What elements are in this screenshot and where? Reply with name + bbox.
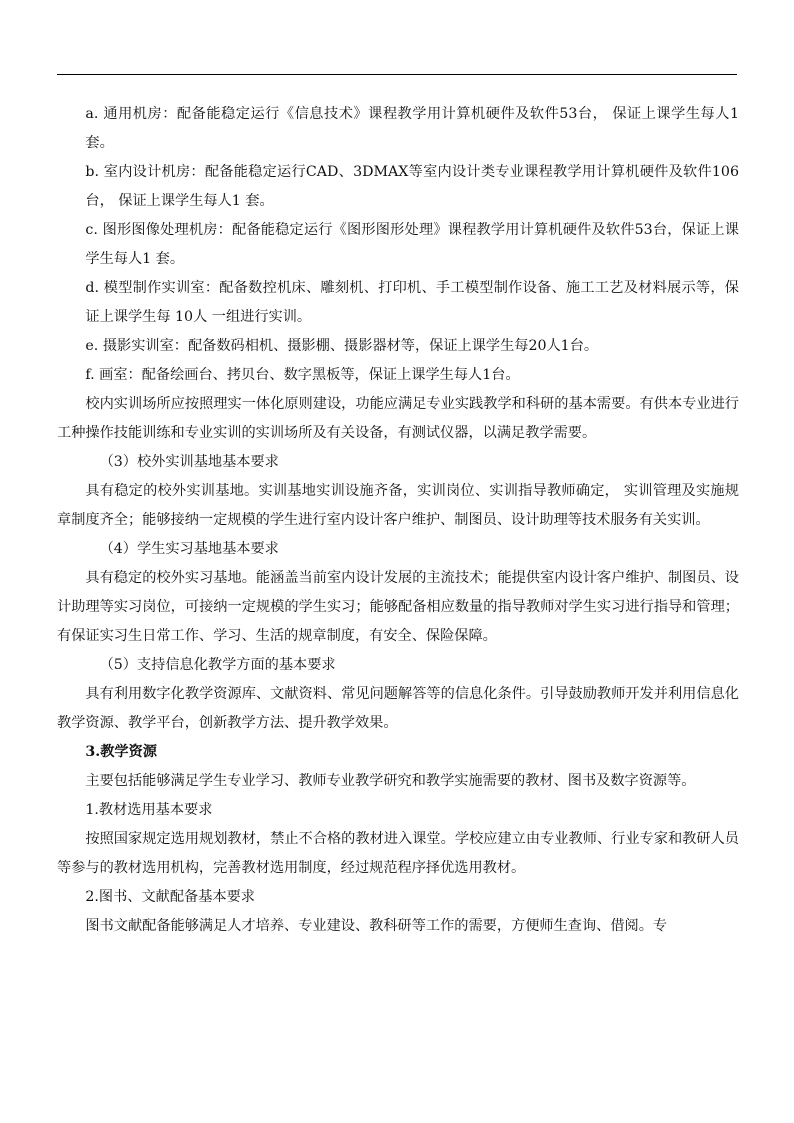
- facility-text: 室内设计机房：配备能稳定运行CAD、3DMAX等室内设计类专业课程教学用计算机硬件及软件106台， 保证上课学生每人1 套。: [85, 164, 739, 209]
- section-5-title: （5）支持信息化教学方面的基本要求: [99, 657, 336, 673]
- facility-label: a.: [85, 106, 99, 122]
- facility-text: 画室：配备绘画台、拷贝台、数字黑板等，保证上课学生每人1台。: [99, 367, 520, 383]
- facility-text: 摄影实训室：配备数码相机、摄影棚、摄影器材等，保证上课学生每20人1台。: [102, 338, 599, 354]
- facility-text: 模型制作实训室：配备数控机床、雕刻机、打印机、手工模型制作设备、施工工艺及材料展示等，保证上课学生每 10人 一组进行实训。: [85, 280, 739, 325]
- section-3-title: （3）校外实训基地基本要求: [99, 454, 279, 470]
- onsite-training-paragraph: 校内实训场所应按照理实一体化原则建设，功能应满足专业实践教学和科研的基本需要。有供本专业进行工种操作技能训练和专业实训的实训场所及有关设备，有测试仪器，以满足教学需要。: [57, 396, 739, 441]
- teaching-resources-intro: 主要包括能够满足学生专业学习、教师专业教学研究和教学实施需要的教材、图书及数字资源等。: [85, 773, 696, 789]
- facility-label: d.: [85, 280, 99, 296]
- page-content: [57, 100, 739, 941]
- facility-text: 通用机房：配备能稳定运行《信息技术》课程教学用计算机硬件及软件53台， 保证上课学生每人1 套。: [85, 106, 739, 151]
- facility-item-a: [57, 100, 739, 158]
- facility-item-d: [57, 274, 739, 332]
- facility-item-e: [57, 332, 739, 361]
- section-4-body: 具有稳定的校外实习基地。能涵盖当前室内设计发展的主流技术；能提供室内设计客户维护、制图员、设计助理等实习岗位，可接纳一定规模的学生实习；能够配备相应数量的指导教师对学生实习进行指导和管理；有保证实习生日常工作、学习、生活的规章制度，有安全、保险保障。: [57, 570, 739, 644]
- library-requirements-body: 图书文献配备能够满足人才培养、专业建设、教科研等工作的需要，方便师生查询、借阅。专: [85, 918, 668, 934]
- facility-label: b.: [85, 164, 99, 180]
- textbook-requirements-body: 按照国家规定选用规划教材，禁止不合格的教材进入课堂。学校应建立由专业教师、行业专家和教研人员等参与的教材选用机构，完善教材选用制度，经过规范程序择优选用教材。: [57, 831, 739, 876]
- facility-label: f.: [85, 367, 95, 383]
- header-rule: [57, 74, 737, 75]
- facility-item-c: [57, 216, 739, 274]
- section-5-body: 具有利用数字化教学资源库、文献资料、常见问题解答等的信息化条件。引导鼓励教师开发并利用信息化教学资源、教学平台，创新教学方法、提升教学效果。: [57, 686, 739, 731]
- textbook-requirements-title: 1.教材选用基本要求: [85, 802, 213, 818]
- teaching-resources-title: 3.教学资源: [85, 744, 157, 760]
- library-requirements-title: 2.图书、文献配备基本要求: [85, 889, 255, 905]
- facility-item-b: [57, 158, 739, 216]
- facility-item-f: [57, 361, 739, 390]
- facility-label: c.: [85, 222, 98, 238]
- section-3-body: 具有稳定的校外实训基地。实训基地实训设施齐备，实训岗位、实训指导教师确定， 实训管理及实施规章制度齐全；能够接纳一定规模的学生进行室内设计客户维护、制图员、设计助理等技术服务有关实训。: [57, 483, 739, 528]
- section-4-title: （4）学生实习基地基本要求: [99, 541, 279, 557]
- facility-text: 图形图像处理机房：配备能稳定运行《图形图形处理》课程教学用计算机硬件及软件53台，保证上课学生每人1 套。: [85, 222, 739, 267]
- facility-label: e.: [85, 338, 99, 354]
